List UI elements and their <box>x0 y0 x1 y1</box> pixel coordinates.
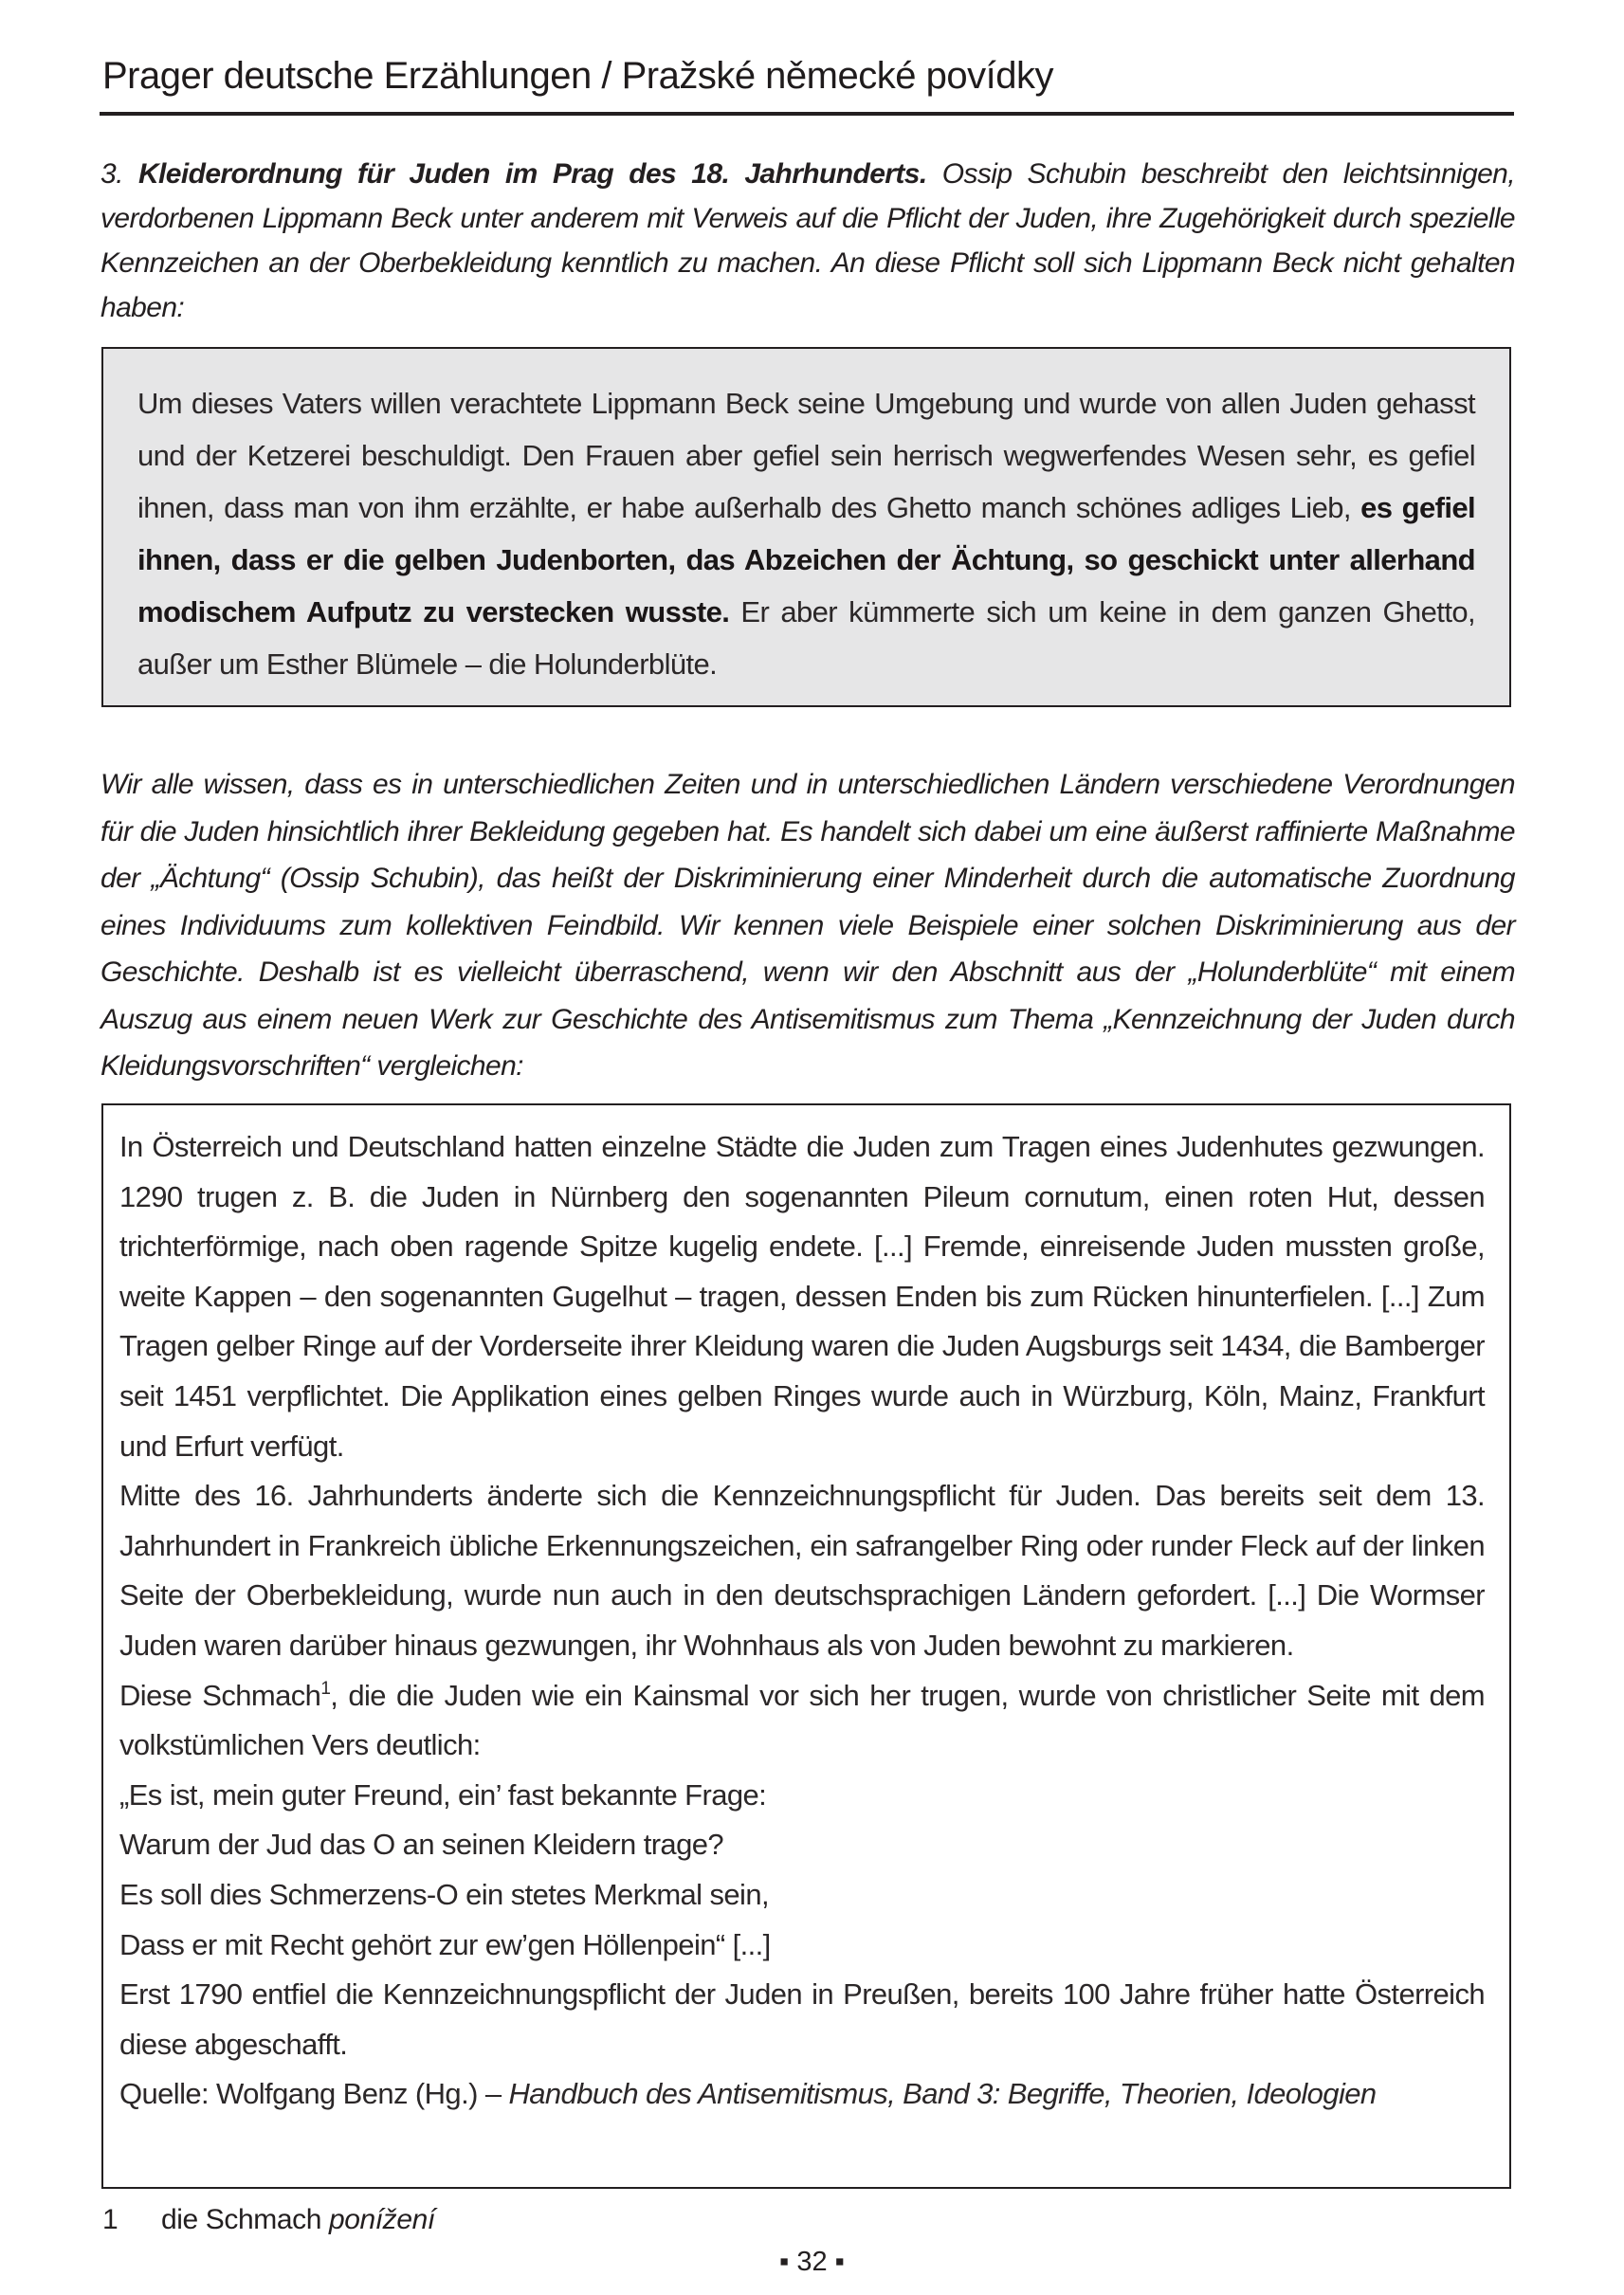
footnote-number: 1 <box>102 2204 119 2235</box>
source-paragraph-2: Mitte des 16. Jahrhunderts änderte sich die Kennzeichnungspflicht für Juden. Das bereits seit dem 13. Jahrhundert in Frankreich übliche Erkennungszeichen, ein safrangelber Ring oder runder Fleck auf der linken Seite der Oberbekleidung, wurde nun auch in den deutschsprachigen Ländern gefordert. [...] Die Wormser Juden waren darüber hinaus gezwungen, ihr Wohnhaus als von Juden bewohnt zu markieren. <box>119 1479 1485 1662</box>
source-paragraph-3-end: , die die Juden wie ein Kainsmal vor sich her trugen, wurde von christlicher Seite mit dem volkstümlichen Vers deutlich: <box>119 1678 1486 1762</box>
historical-source-box <box>101 1103 1511 2189</box>
verse-line: Es soll dies Schmerzens-O ein stetes Merkmal sein, <box>119 1877 769 1911</box>
header-rule <box>100 112 1514 116</box>
task-number: 3. <box>100 158 138 190</box>
commentary-paragraph: Wir alle wissen, dass es in unterschiedlichen Zeiten und in unterschiedlichen Ländern verschiedene Verordnungen für die Juden hinsichtlich ihrer Bekleidung gegeben hat. Es handelt sich dabei um eine äußerst raffinierte Maßnahme der „Ächtung“ (Ossip Schubin), das heißt der Diskriminierung einer Minderheit durch die automatische Zuordnung eines Individuums zum kollektiven Feindbild. Wir kennen viele Beispiele einer solchen Diskriminierung aus der Geschichte. Deshalb ist es vielleicht überraschend, wenn wir den Abschnitt aus der „Holunderblüte“ mit einem Auszug aus einem neuen Werk zur Geschichte des Antisemitismus zum Thema „Kennzeichnung der Juden durch Kleidungsvorschriften“ vergleichen: <box>100 769 1515 1082</box>
task-intro-text: Ossip Schubin beschreibt den leichtsinnigen, verdorbenen Lippmann Beck unter anderem mit Verweis auf die Pflicht der Juden, ihre Zugehörigkeit durch spezielle Kennzeichen an der Oberbekleidung kenntlich zu machen. An diese Pflicht soll sich Lippmann Beck nicht gehalten haben: <box>100 158 1515 323</box>
task-intro <box>100 152 1515 330</box>
novel-excerpt-box <box>101 347 1511 707</box>
verse-line: Dass er mit Recht gehört zur ew’gen Höllenpein“ [...] <box>119 1927 771 1961</box>
task-heading: Kleiderordnung für Juden im Prag des 18. Jahrhunderts. <box>137 158 927 190</box>
verse-line: „Es ist, mein guter Freund, ein’ fast bekannte Frage: <box>119 1777 767 1812</box>
footnote-term: die Schmach <box>161 2204 329 2235</box>
footnote-reference: 1 <box>320 1678 331 1699</box>
source-citation-label: Quelle: Wolfgang Benz (Hg.) – <box>119 2077 509 2111</box>
source-paragraph-3-start: Diese Schmach <box>119 1678 321 1712</box>
excerpt-emphasis: es gefiel ihnen, dass er die gelben Judenborten, das Abzeichen der Ächtung, so geschickt unter allerhand modischem Aufputz zu verstecken wusste. <box>137 491 1475 628</box>
excerpt-text-after: Er aber kümmerte sich um keine in dem ganzen Ghetto, außer um Esther Blümele – die Holunderblüte. <box>137 595 1475 681</box>
verse-line: Warum der Jud das O an seinen Kleidern trage? <box>119 1828 723 1862</box>
excerpt-text-before: Um dieses Vaters willen verachtete Lippmann Beck seine Umgebung und wurde von allen Juden gehasst und der Ketzerei beschuldigt. Den Frauen aber gefiel sein herrisch wegwerfendes Wesen sehr, es gefiel ihnen, dass man von ihm erzählte, er habe außerhalb des Ghetto manch schönes adliges Lieb, <box>137 387 1475 524</box>
source-paragraph-3 <box>119 1671 1485 1771</box>
source-citation-title: Handbuch des Antisemitismus, Band 3: Begriffe, Theorien, Ideologien <box>508 2077 1377 2111</box>
source-citation <box>119 2069 1485 2120</box>
page-number: ▪ 32 ▪ <box>779 2247 845 2277</box>
footnote-translation: ponížení <box>328 2204 435 2235</box>
source-paragraph-4: Erst 1790 entfiel die Kennzeichnungspflicht der Juden in Preußen, bereits 100 Jahre früher hatte Österreich diese abgeschafft. <box>119 1977 1485 2061</box>
footnote <box>102 2199 435 2241</box>
running-header: Prager deutsche Erzählungen / Pražské německé povídky <box>102 55 1053 97</box>
source-paragraph-1: In Österreich und Deutschland hatten einzelne Städte die Juden zum Tragen eines Judenhutes gezwungen. 1290 trugen z. B. die Juden in Nürnberg den sogenannten Pileum cornutum, einen roten Hut, dessen trichterförmige, nach oben ragende Spitze kugelig endete. [...] Fremde, einreisende Juden mussten große, weite Kappen – den sogenannten Gugelhut – tragen, dessen Enden bis zum Rücken hinunterfielen. [...] Zum Tragen gelber Ringe auf der Vorderseite ihrer Kleidung waren die Juden Augsburgs seit 1434, die Bamberger seit 1451 verpflichtet. Die Applikation eines gelben Ringes wurde auch in Würzburg, Köln, Mainz, Frankfurt und Erfurt verfügt. <box>119 1130 1485 1463</box>
novel-excerpt-text <box>137 377 1475 690</box>
